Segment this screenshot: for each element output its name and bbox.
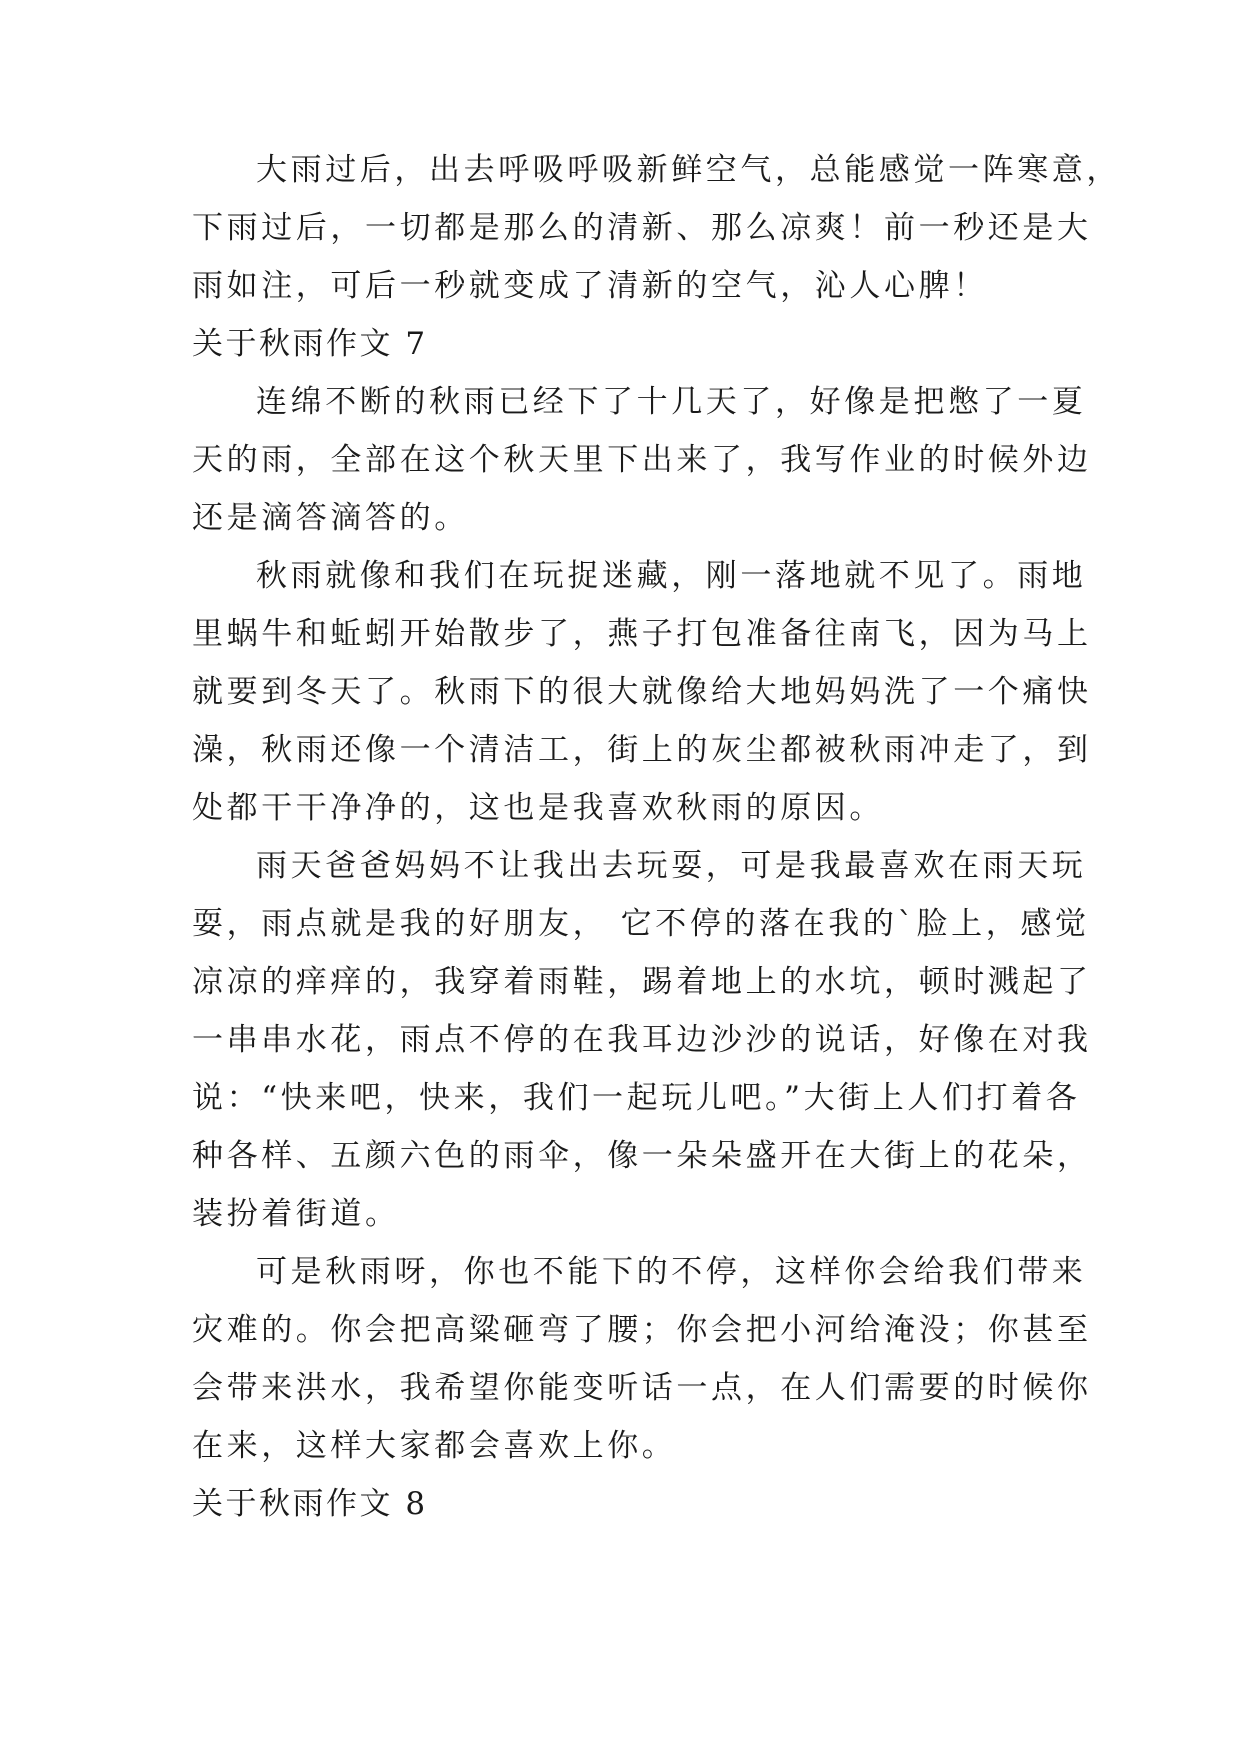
paragraph-line: 耍，雨点就是我的好朋友， 它不停的落在我的`脸上，感觉	[192, 906, 1090, 942]
paragraph-line: 下雨过后，一切都是那么的清新、那么凉爽！前一秒还是大	[192, 210, 1092, 246]
paragraph-line: 处都干干净净的，这也是我喜欢秋雨的原因。	[192, 790, 884, 826]
paragraph-line: 连绵不断的秋雨已经下了十几天了，好像是把憋了一夏	[256, 384, 1087, 420]
paragraph-line: 说：“快来吧，快来，我们一起玩儿吧。”大街上人们打着各	[192, 1080, 1081, 1116]
paragraph-line: 秋雨就像和我们在玩捉迷藏，刚一落地就不见了。雨地	[256, 558, 1087, 594]
paragraph-line: 在来，这样大家都会喜欢上你。	[192, 1428, 677, 1464]
section-heading: 关于秋雨作文 8	[192, 1486, 428, 1522]
paragraph-line: 可是秋雨呀，你也不能下的不停，这样你会给我们带来	[256, 1254, 1087, 1290]
paragraph-line: 天的雨，全部在这个秋天里下出来了，我写作业的时候外边	[192, 442, 1092, 478]
paragraph-line: 凉凉的痒痒的，我穿着雨鞋，踢着地上的水坑，顿时溅起了	[192, 964, 1092, 1000]
paragraph-line: 里蜗牛和蚯蚓开始散步了，燕子打包准备往南飞，因为马上	[192, 616, 1092, 652]
section-heading: 关于秋雨作文 7	[192, 326, 428, 362]
paragraph-line: 澡，秋雨还像一个清洁工，街上的灰尘都被秋雨冲走了，到	[192, 732, 1092, 768]
paragraph-line: 还是滴答滴答的。	[192, 500, 469, 536]
paragraph-line: 种各样、五颜六色的雨伞，像一朵朵盛开在大街上的花朵，	[192, 1138, 1092, 1174]
paragraph-line: 会带来洪水，我希望你能变听话一点，在人们需要的时候你	[192, 1370, 1092, 1406]
paragraph-line: 雨天爸爸妈妈不让我出去玩耍，可是我最喜欢在雨天玩	[256, 848, 1087, 884]
paragraph-line: 雨如注，可后一秒就变成了清新的空气，沁人心脾！	[192, 268, 988, 304]
paragraph-line: 装扮着街道。	[192, 1196, 400, 1232]
paragraph-line: 灾难的。你会把高粱砸弯了腰；你会把小河给淹没；你甚至	[192, 1312, 1092, 1348]
paragraph-line: 就要到冬天了。秋雨下的很大就像给大地妈妈洗了一个痛快	[192, 674, 1092, 710]
paragraph-line: 大雨过后，出去呼吸呼吸新鲜空气，总能感觉一阵寒意，	[256, 152, 1121, 188]
paragraph-line: 一串串水花，雨点不停的在我耳边沙沙的说话，好像在对我	[192, 1022, 1092, 1058]
